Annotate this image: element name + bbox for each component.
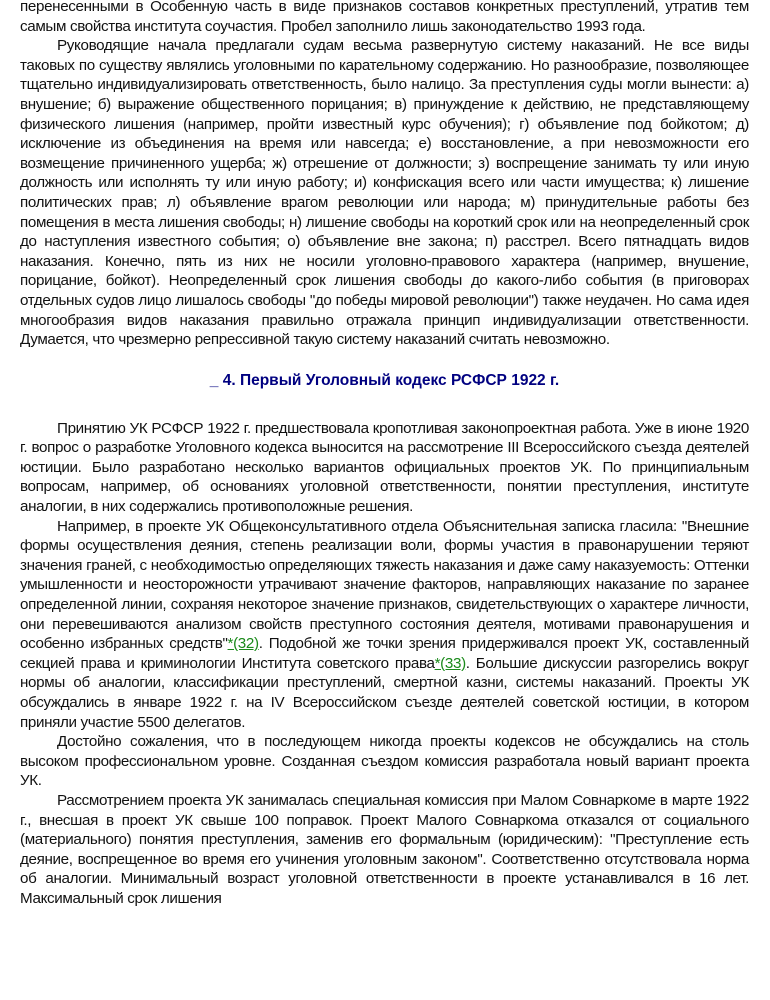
paragraph-text: . Большие дискуссии разгорелись вокруг нормы об аналогии, классификации преступлений, смертной казни, системы наказаний. Проекты УК обсуждались в январе 1922 г. на IV Всероссийском съезде деятелей советской юстиции, в котором приняли участие 5500 делегатов. [20, 654, 749, 731]
paragraph-text: . Подобной же точки зрения придерживался проект УК, составленный секцией права и криминологии Института советского права [20, 635, 749, 672]
paragraph-continued: перенесенными в Особенную часть в виде признаков составов конкретных преступлений, утратив тем самым свойства института соучастия. Пробел заполнило лишь законодательство 1993 года. [20, 0, 749, 35]
paragraph-text: Например, в проекте УК Общеконсультативного отдела Объяснительная записка гласила: "Внешние формы осуществления деяния, степень реализации воли, формы участия в правонарушении теряют значения граней, с необходимостью определяющих тяжесть наказания и даже саму наказуемость: Оттенки умышленности и неосторожности утрачивают значение факторов, направляющих наказание по заранее определенной линии, сохраняя некоторое значение признаков, свидетельствующих о характере личности, они перевешиваются анализом свойств преступного состояния деятеля, мотивами правонарушения и особенно избранных средств" [20, 517, 749, 653]
paragraph-drafting: Принятию УК РСФСР 1922 г. предшествовала кропотливая законопроектная работа. Уже в июне 1920 г. вопрос о разработке Уголовного кодекса выносится на рассмотрение III Всероссийского съезда деятелей юстиции. Было разработано несколько вариантов официальных проектов УК. По принципиальным вопросам, например, об основаниях уголовной ответственности, понятии преступления, институте аналогии, в них содержались противоположные решения. [20, 419, 749, 516]
footnote-link-32[interactable]: *(32) [227, 635, 259, 653]
footnote-link-33[interactable]: *(33) [434, 654, 466, 672]
paragraph-regret: Достойно сожаления, что в последующем никогда проекты кодексов не обсуждались на столь высоком профессиональном уровне. Созданная съездом комиссия разработала новый вариант проекта УК. [20, 733, 749, 790]
paragraph-punishments: Руководящие начала предлагали судам весьма развернутую систему наказаний. Не все виды таковых по существу являлись уголовными по карательному содержанию. Но разнообразие, позволяющее тщательно индивидуализировать ответственность, было налицо. За преступления суды могли вынести: а) внушение; б) выражение общественного порицания; в) принуждение к действию, не представляющему физического лишения (например, пройти известный курс обучения); г) объявление под бойкотом; д) исключение из объединения на время или навсегда; е) восстановление, а при невозможности его возмещение причиненного ущерба; ж) отрешение от должности; з) воспрещение занимать ту или иную должность или исполнять ту или иную работу; и) конфискация всего или части имущества; к) лишение политических прав; л) объявление врагом революции или народа; м) принудительные работы без помещения в места лишения свободы; н) лишение свободы на короткий срок или на неопределенный срок до наступления известного события; о) объявление вне закона; п) расстрел. Всего пятнадцать видов наказания. Конечно, пять из них не носили уголовно-правового характера (например, внушение, порицание, бойкот). Неопределенный срок лишения свободы до какого-либо события (в приговорах отдельных судов лицо лишалось свободы "до победы мировой революции") также неудачен. Но сама идея многообразия видов наказания правильно отражала принцип индивидуализации ответственности. Думается, что чрезмерно репрессивной такую систему наказаний считать невозможно. [20, 37, 749, 349]
paragraph-projects [20, 517, 749, 733]
section-heading: _ 4. Первый Уголовный кодекс РСФСР 1922 г. [209, 371, 560, 389]
paragraph-commission: Рассмотрением проекта УК занималась специальная комиссия при Малом Совнаркоме в марте 1922 г., внесшая в проект УК свыше 100 поправок. Проект Малого Совнаркома отказался от социального (материального) понятия преступления, заменив его формальным (юридическим): "Преступление есть деяние, воспрещенное во время его учинения уголовным законом". Соответственно отсутствовала норма об аналогии. Минимальный возраст уголовной ответственности в проекте устанавливался в 16 лет. Максимальный срок лишения [20, 791, 749, 907]
